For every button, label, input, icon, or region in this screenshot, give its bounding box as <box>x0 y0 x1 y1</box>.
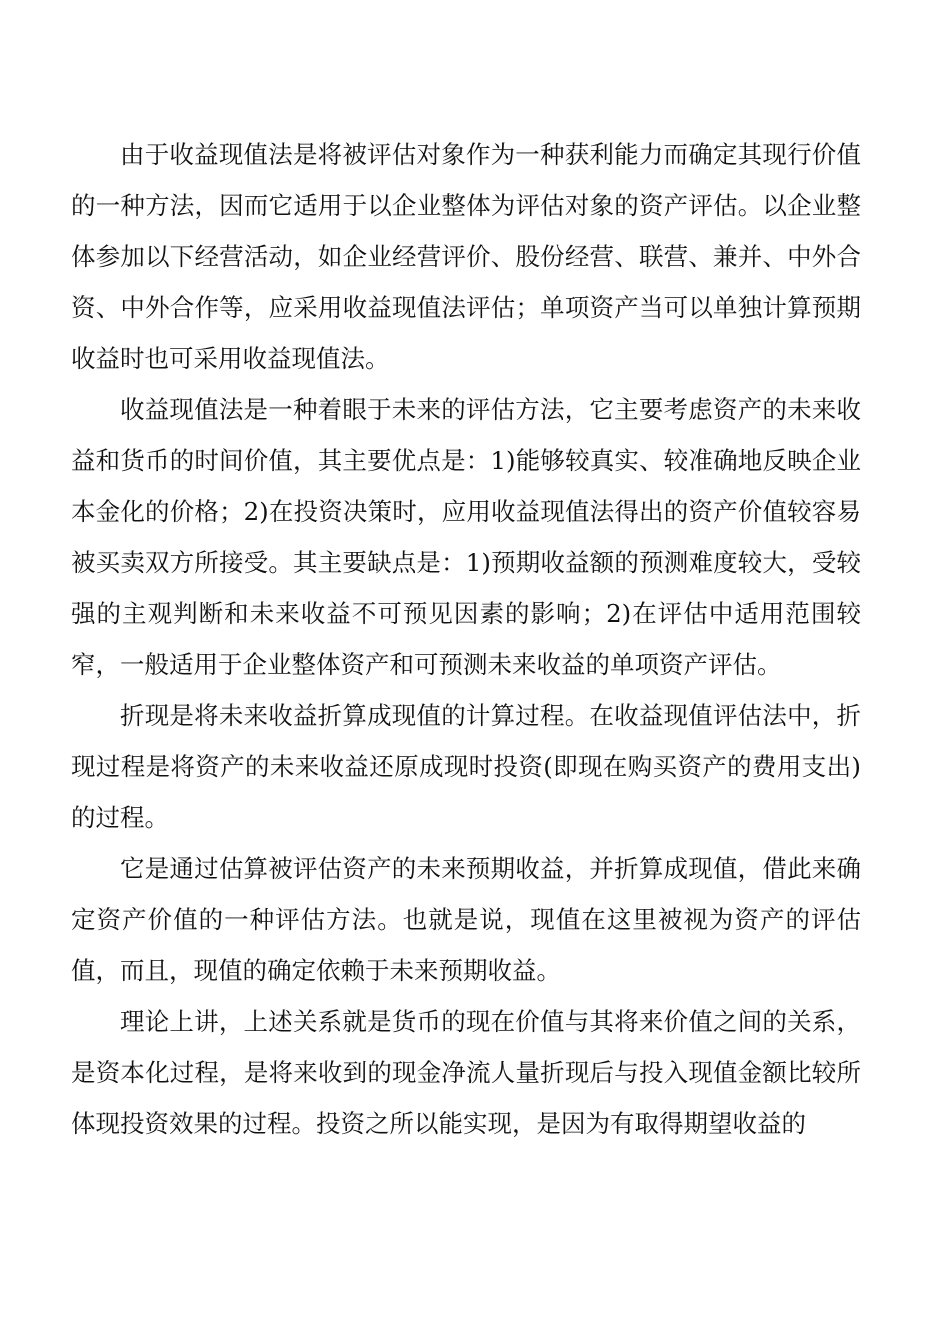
paragraph-4: 它是通过估算被评估资产的未来预期收益，并折算成现值，借此来确定资产价值的一种评估方法。也就是说，现值在这里被视为资产的评估值，而且，现值的确定依赖于未来预期收益。 <box>71 854 861 985</box>
paragraph-2: 收益现值法是一种着眼于未来的评估方法，它主要考虑资产的未来收益和货币的时间价值，其主要优点是：1)能够较真实、较准确地反映企业本金化的价格；2)在投资决策时，应用收益现值法得出的资产价值较容易被买卖双方所接受。其主要缺点是：1)预期收益额的预测难度较大，受较强的主观判断和未来收益不可预见因素的影响；2)在评估中适用范围较窄，一般适用于企业整体资产和可预测未来收益的单项资产评估。 <box>71 395 861 679</box>
document-body <box>71 129 861 1149</box>
paragraph-1: 由于收益现值法是将被评估对象作为一种获利能力而确定其现行价值的一种方法，因而它适用于以企业整体为评估对象的资产评估。以企业整体参加以下经营活动，如企业经营评价、股份经营、联营、兼并、中外合资、中外合作等，应采用收益现值法评估；单项资产当可以单独计算预期收益时也可采用收益现值法。 <box>71 140 861 373</box>
paragraph-5: 理论上讲，上述关系就是货币的现在价值与其将来价值之间的关系，是资本化过程，是将来收到的现金净流人量折现后与投入现值金额比较所体现投资效果的过程。投资之所以能实现，是因为有取得期望收益的 <box>71 1007 861 1138</box>
paragraph-3: 折现是将未来收益折算成现值的计算过程。在收益现值评估法中，折现过程是将资产的未来收益还原成现时投资(即现在购买资产的费用支出)的过程。 <box>71 701 861 832</box>
